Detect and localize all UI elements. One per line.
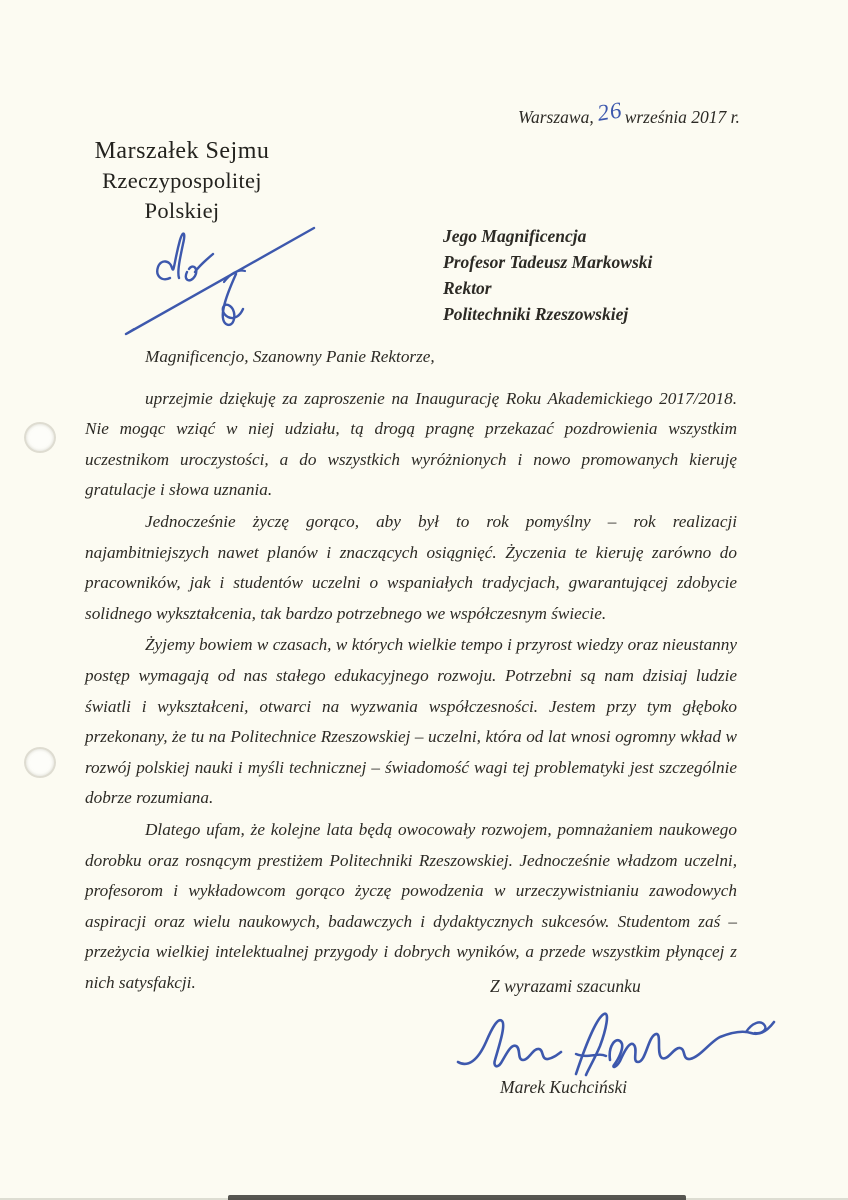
paragraph-1: uprzejmie dziękuję za zaproszenie na Inaugurację Roku Akademickiego 2017/2018. Nie mogąc wziąć w niej udziału, tą drogą pragnę przekazać pozdrowienia wszystkim uczestnikom uroczystości, a do wszystkich wyróżnionych i nowo promowanych kieruję gratulacje i słowa uznania. — [85, 388, 737, 500]
date-line — [518, 97, 740, 129]
recipient-honorific: Jego Magnificencja — [443, 226, 587, 246]
scan-edge-shadow — [228, 1195, 686, 1200]
letterhead — [62, 136, 302, 226]
date-rest: września 2017 r. — [624, 107, 740, 127]
letterhead-title-line2: Rzeczypospolitej Polskiej — [102, 168, 262, 223]
recipient-institution: Politechniki Rzeszowskiej — [443, 304, 629, 324]
recipient-block — [443, 223, 652, 327]
valediction: Z wyrazami szacunku — [490, 976, 641, 996]
handwritten-do-annotation — [118, 218, 328, 343]
salutation: Magnificencjo, Szanowny Panie Rektorze, — [145, 347, 435, 366]
paragraph-3: Żyjemy bowiem w czasach, w których wielkie tempo i przyrost wiedzy oraz nieustanny postęp wymagają od nas stałego edukacyjnego rozwoju. Potrzebni są nam dzisiaj ludzie światli i wykształceni, otwarci na wyzwania współczesności. Jestem przy tym głęboko przekonany, że tu na Politechnice Rzeszowskiej – uczelni, która od lat wnosi ogromny wkład w rozwój polskiej nauki i myśli technicznej – świadomość wagi tej problematyki jest szczególnie dobrze rozumiana. — [85, 635, 737, 808]
letterhead-title-line1: Marszałek Sejmu — [94, 138, 270, 164]
paragraph-4: Dlatego ufam, że kolejne lata będą owocowały rozwojem, pomnażaniem naukowego dorobku oraz rosnącym prestiżem Politechniki Rzeszowskiej. Jednocześnie władzom uczelni, profesorom i wykładowcom gorąco życzę powodzenia w urzeczywistnianiu zawodowych aspiracji oraz wielu naukowych, badawczych i dydaktycznych sukcesów. Studentom zaś – przeżycia wielkiej intelektualnej przygody i dobrych wyników, a przede wszystkim płynącej z nich satysfakcji. — [85, 819, 737, 992]
handwritten-date-day: 26 — [595, 97, 624, 126]
recipient-name: Profesor Tadeusz Markowski — [443, 252, 653, 272]
recipient-title: Rektor — [443, 278, 492, 298]
punch-hole-bottom — [24, 747, 56, 778]
paragraph-2: Jednocześnie życzę gorąco, aby był to rok pomyślny – rok realizacji najambitniejszych nawet planów i znaczących osiągnięć. Życzenia te kieruję zarówno do pracowników, jak i studentów uczelni o wspaniałych tradycjach, gwarantującej zdobycie solidnego wykształcenia, tak bardzo potrzebnego we współczesnym świecie. — [85, 511, 737, 623]
date-city: Warszawa, — [518, 107, 594, 127]
signer-name: Marek Kuchciński — [500, 1077, 628, 1097]
punch-hole-top — [24, 422, 56, 453]
letter-body — [85, 342, 737, 999]
